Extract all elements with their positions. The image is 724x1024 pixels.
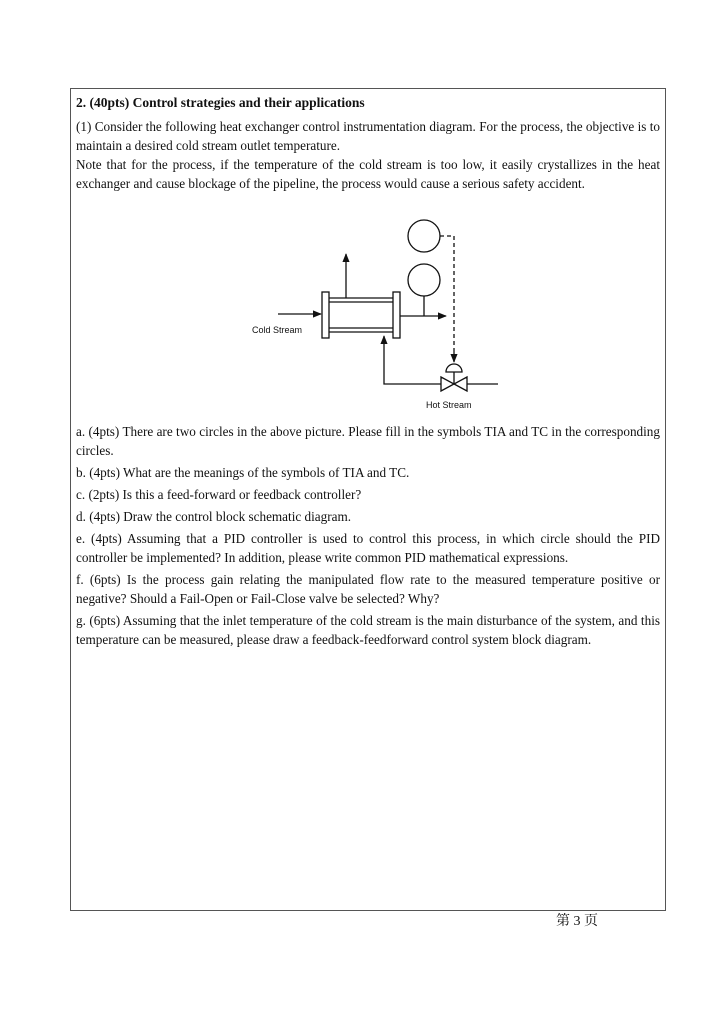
cold-stream-label: Cold Stream [252, 325, 303, 335]
heat-exchanger-diagram [240, 212, 520, 417]
question-header [76, 94, 660, 193]
exchanger-right-flange [393, 292, 400, 338]
question-list [76, 422, 660, 652]
question-b: b. (4pts) What are the meanings of the symbols of TIA and TC. [76, 465, 410, 480]
question-g: g. (6pts) Assuming that the inlet temperature of the cold stream is the main disturbance of the system, and this temperature can be measured, please draw a feedback-feedforward control system block diagram. [76, 613, 660, 647]
page-number: 第 3 页 [556, 914, 598, 929]
question-d: d. (4pts) Draw the control block schematic diagram. [76, 509, 352, 524]
question-f: f. (6pts) Is the process gain relating the manipulated flow rate to the measured temperature positive or negative? Should a Fail-Open or Fail-Close valve be selected? Why? [76, 572, 660, 606]
exchanger-left-flange [322, 292, 329, 338]
intro-paragraph: (1) Consider the following heat exchanger control instrumentation diagram. For the process, the objective is to maintain a desired cold stream outlet temperature. [76, 119, 660, 153]
question-a: a. (4pts) There are two circles in the above picture. Please fill in the symbols TIA and TC in the corresponding circles. [76, 424, 660, 458]
question-c: c. (2pts) Is this a feed-forward or feedback controller? [76, 487, 362, 502]
question-e: e. (4pts) Assuming that a PID controller is used to control this process, in which circle should the PID controller be implemented? In addition, please write common PID mathematical expressions. [76, 531, 660, 565]
signal-line [440, 236, 454, 356]
section-title: 2. (40pts) Control strategies and their applications [76, 95, 365, 110]
hot-stream-feed-line [384, 336, 441, 384]
upper-instrument-circle [408, 220, 440, 252]
note-paragraph: Note that for the process, if the temperature of the cold stream is too low, it easily crystallizes in the heat exchanger and cause blockage of the pipeline, the process would cause a serious safety accident. [76, 157, 660, 191]
lower-instrument-circle [408, 264, 440, 296]
valve-actuator [446, 364, 462, 372]
hot-stream-label: Hot Stream [426, 400, 472, 410]
